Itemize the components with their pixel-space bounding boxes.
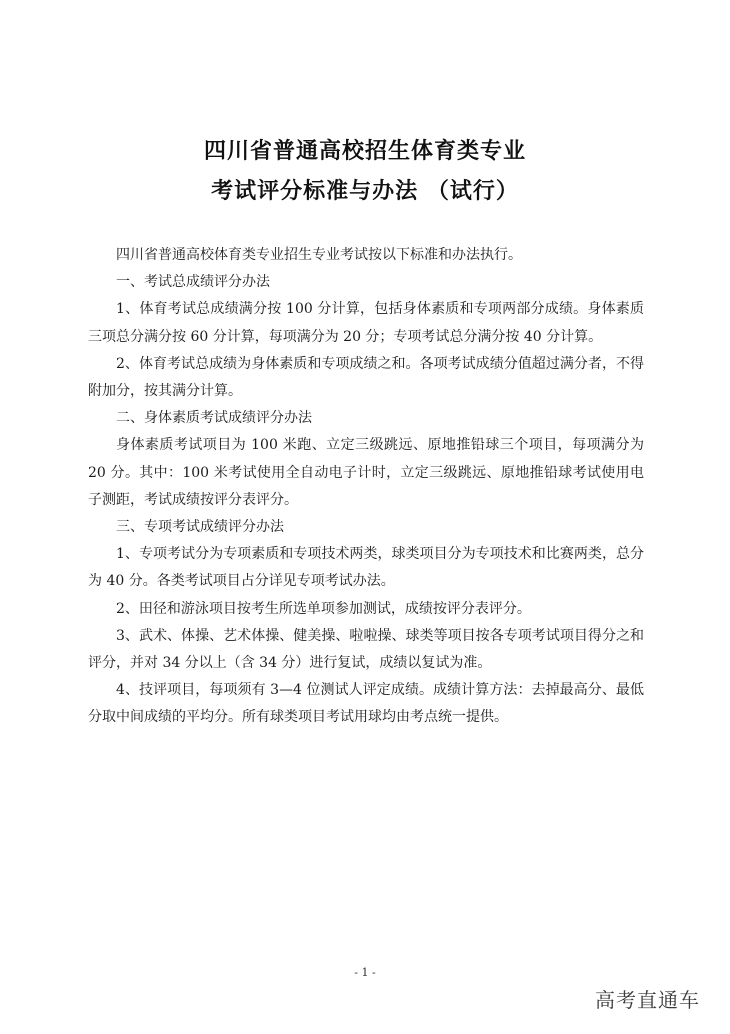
section-heading-3: 三、专项考试成绩评分办法 [116, 519, 284, 536]
document-title-line-2: 考试评分标准与办法 （试行） [211, 179, 519, 204]
intro-paragraph: 四川省普通高校体育类专业招生专业考试按以下标准和办法执行。 [116, 247, 522, 263]
section-3-item-3: 3、武术、体操、艺术体操、健美操、啦啦操、球类等项目按各专项考试项目得分之和评分，并对 34 分以上（含 34 分）进行复试，成绩以复试为准。 [88, 627, 644, 672]
section-1-item-2: 2、体育考试总成绩为身体素质和专项成绩之和。各项考试成绩分值超过满分者，不得附加分，按其满分计算。 [88, 355, 644, 400]
section-3-item-1: 1、专项考试分为专项素质和专项技术两类，球类项目分为专项技术和比赛两类，总分为 40 分。各类考试项目占分详见专项考试办法。 [88, 546, 644, 590]
document-body [88, 242, 644, 732]
section-1-item-1: 1、体育考试总成绩满分按 100 分计算，包括身体素质和专项两部分成绩。身体素质三项总分满分按 60 分计算，每项满分为 20 分；专项考试总分满分按 40 分计算。 [88, 301, 644, 345]
document-title-line-1: 四川省普通高校招生体育类专业 [203, 139, 526, 164]
section-3-item-4: 4、技评项目，每项须有 3—4 位测试人评定成绩。成绩计算方法：去掉最高分、最低分取中间成绩的平均分。所有球类项目考试用球均由考点统一提供。 [88, 682, 644, 726]
section-2-body: 身体素质考试项目为 100 米跑、立定三级跳远、原地推铅球三个项目，每项满分为 20 分。其中：100 米考试使用全自动电子计时，立定三级跳远、原地推铅球考试使用电子测距，考试成绩按评分表评分。 [88, 437, 644, 508]
section-3-item-2: 2、田径和游泳项目按考生所选单项参加测试，成绩按评分表评分。 [116, 600, 531, 617]
section-heading-2: 二、身体素质考试成绩评分办法 [116, 410, 312, 427]
page-number: - 1 - [354, 966, 376, 979]
watermark-text: 高考直通车 [595, 988, 700, 1012]
section-heading-1: 一、考试总成绩评分办法 [116, 274, 270, 291]
